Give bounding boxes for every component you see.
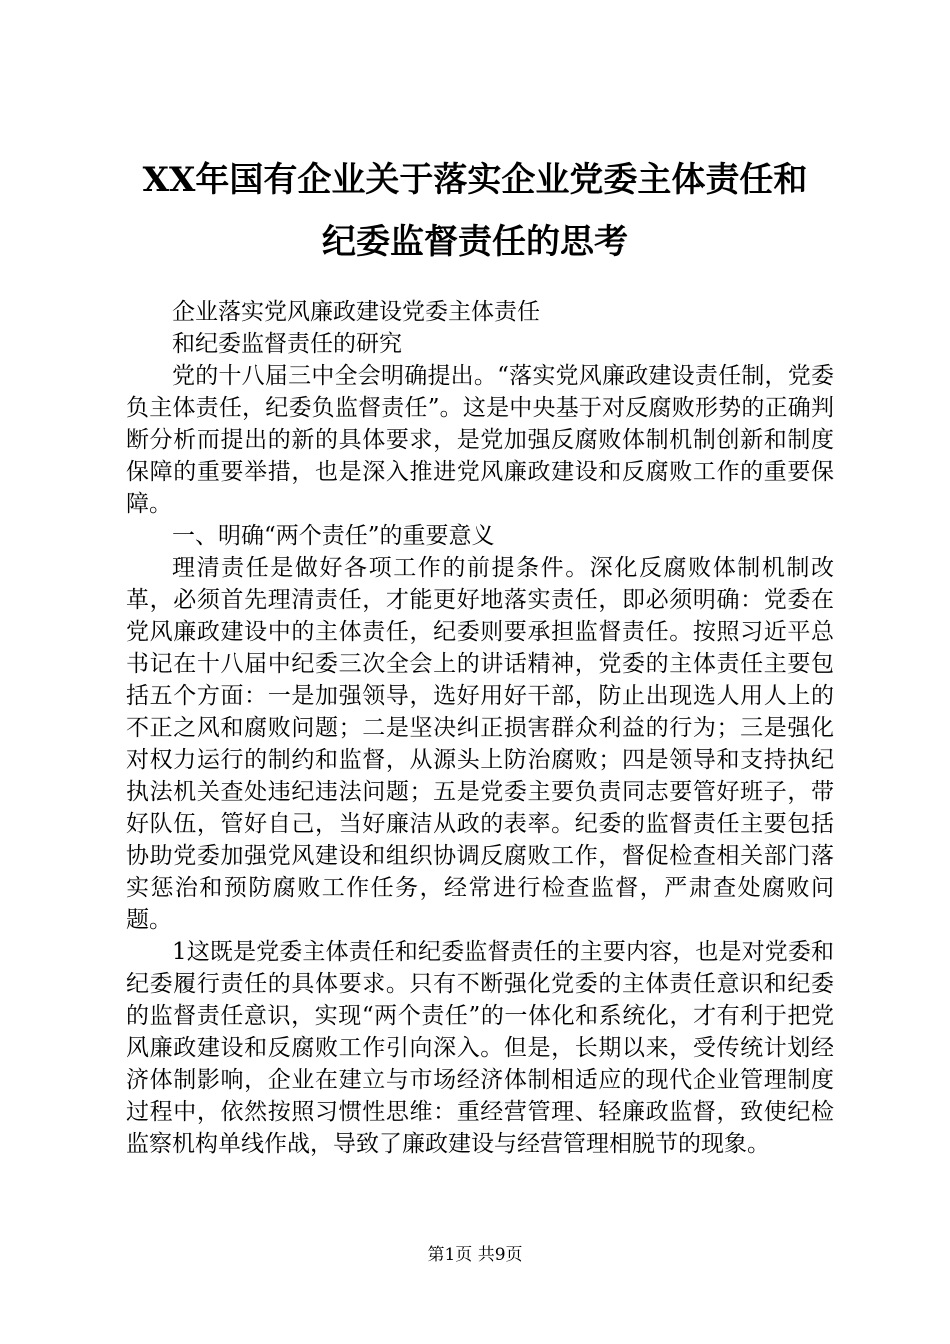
subtitle-line-1: 企业落实党风廉政建设党委主体责任 [172,299,540,325]
page-footer: 第1页 共9页 [427,1245,523,1265]
paragraph-responsibilities: 理清责任是做好各项工作的前提条件。深化反腐败体制机制改革，必须首先理清责任，才能更好地落实责任，即必须明确：党委在党风廉政建设中的主体责任，纪委则要承担监督责任。按照习近平总书记在十八届中纪委三次全会上的讲话精神，党委的主体责任主要包括五个方面：一是加强领导，选好用好干部，防止出现选人用人上的不正之风和腐败问题；二是坚决纠正损害群众利益的行为；三是强化对权力运行的制约和监督，从源头上防治腐败；四是领导和支持执纪执法机关查处违纪违法问题；五是党委主要负责同志要管好班子，带好队伍，管好自己，当好廉洁从政的表率。纪委的监督责任主要包括协助党委加强党风建设和组织协调反腐败工作，督促检查相关部门落实惩治和预防腐败工作任务，经常进行检查监督，严肃查处腐败问题。 [126,555,834,933]
document-title-line-1: XX年国有企业关于落实企业党委主体责任和 [142,160,808,200]
subtitle-line-2: 和纪委监督责任的研究 [172,331,402,357]
document-title-line-2: 纪委监督责任的思考 [322,222,628,262]
paragraph-intro: 党的十八届三中全会明确提出。“落实党风廉政建设责任制，党委负主体责任，纪委负监督责任”。这是中央基于对反腐败形势的正确判断分析而提出的新的具体要求，是党加强反腐败体制机制创新和制度保障的重要举措，也是深入推进党风廉政建设和反腐败工作的重要保障。 [126,363,834,517]
section-heading: 一、明确“两个责任”的重要意义 [172,523,495,549]
paragraph-requirements: 1这既是党委主体责任和纪委监督责任的主要内容，也是对党委和纪委履行责任的具体要求。只有不断强化党委的主体责任意识和纪委的监督责任意识，实现“两个责任”的一体化和系统化，才有利于把党风廉政建设和反腐败工作引向深入。但是，长期以来，受传统计划经济体制影响，企业在建立与市场经济体制相适应的现代企业管理制度过程中，依然按照习惯性思维：重经营管理、轻廉政监督，致使纪检监察机构单线作战，导致了廉政建设与经营管理相脱节的现象。 [126,939,834,1157]
document-body [126,296,834,1160]
